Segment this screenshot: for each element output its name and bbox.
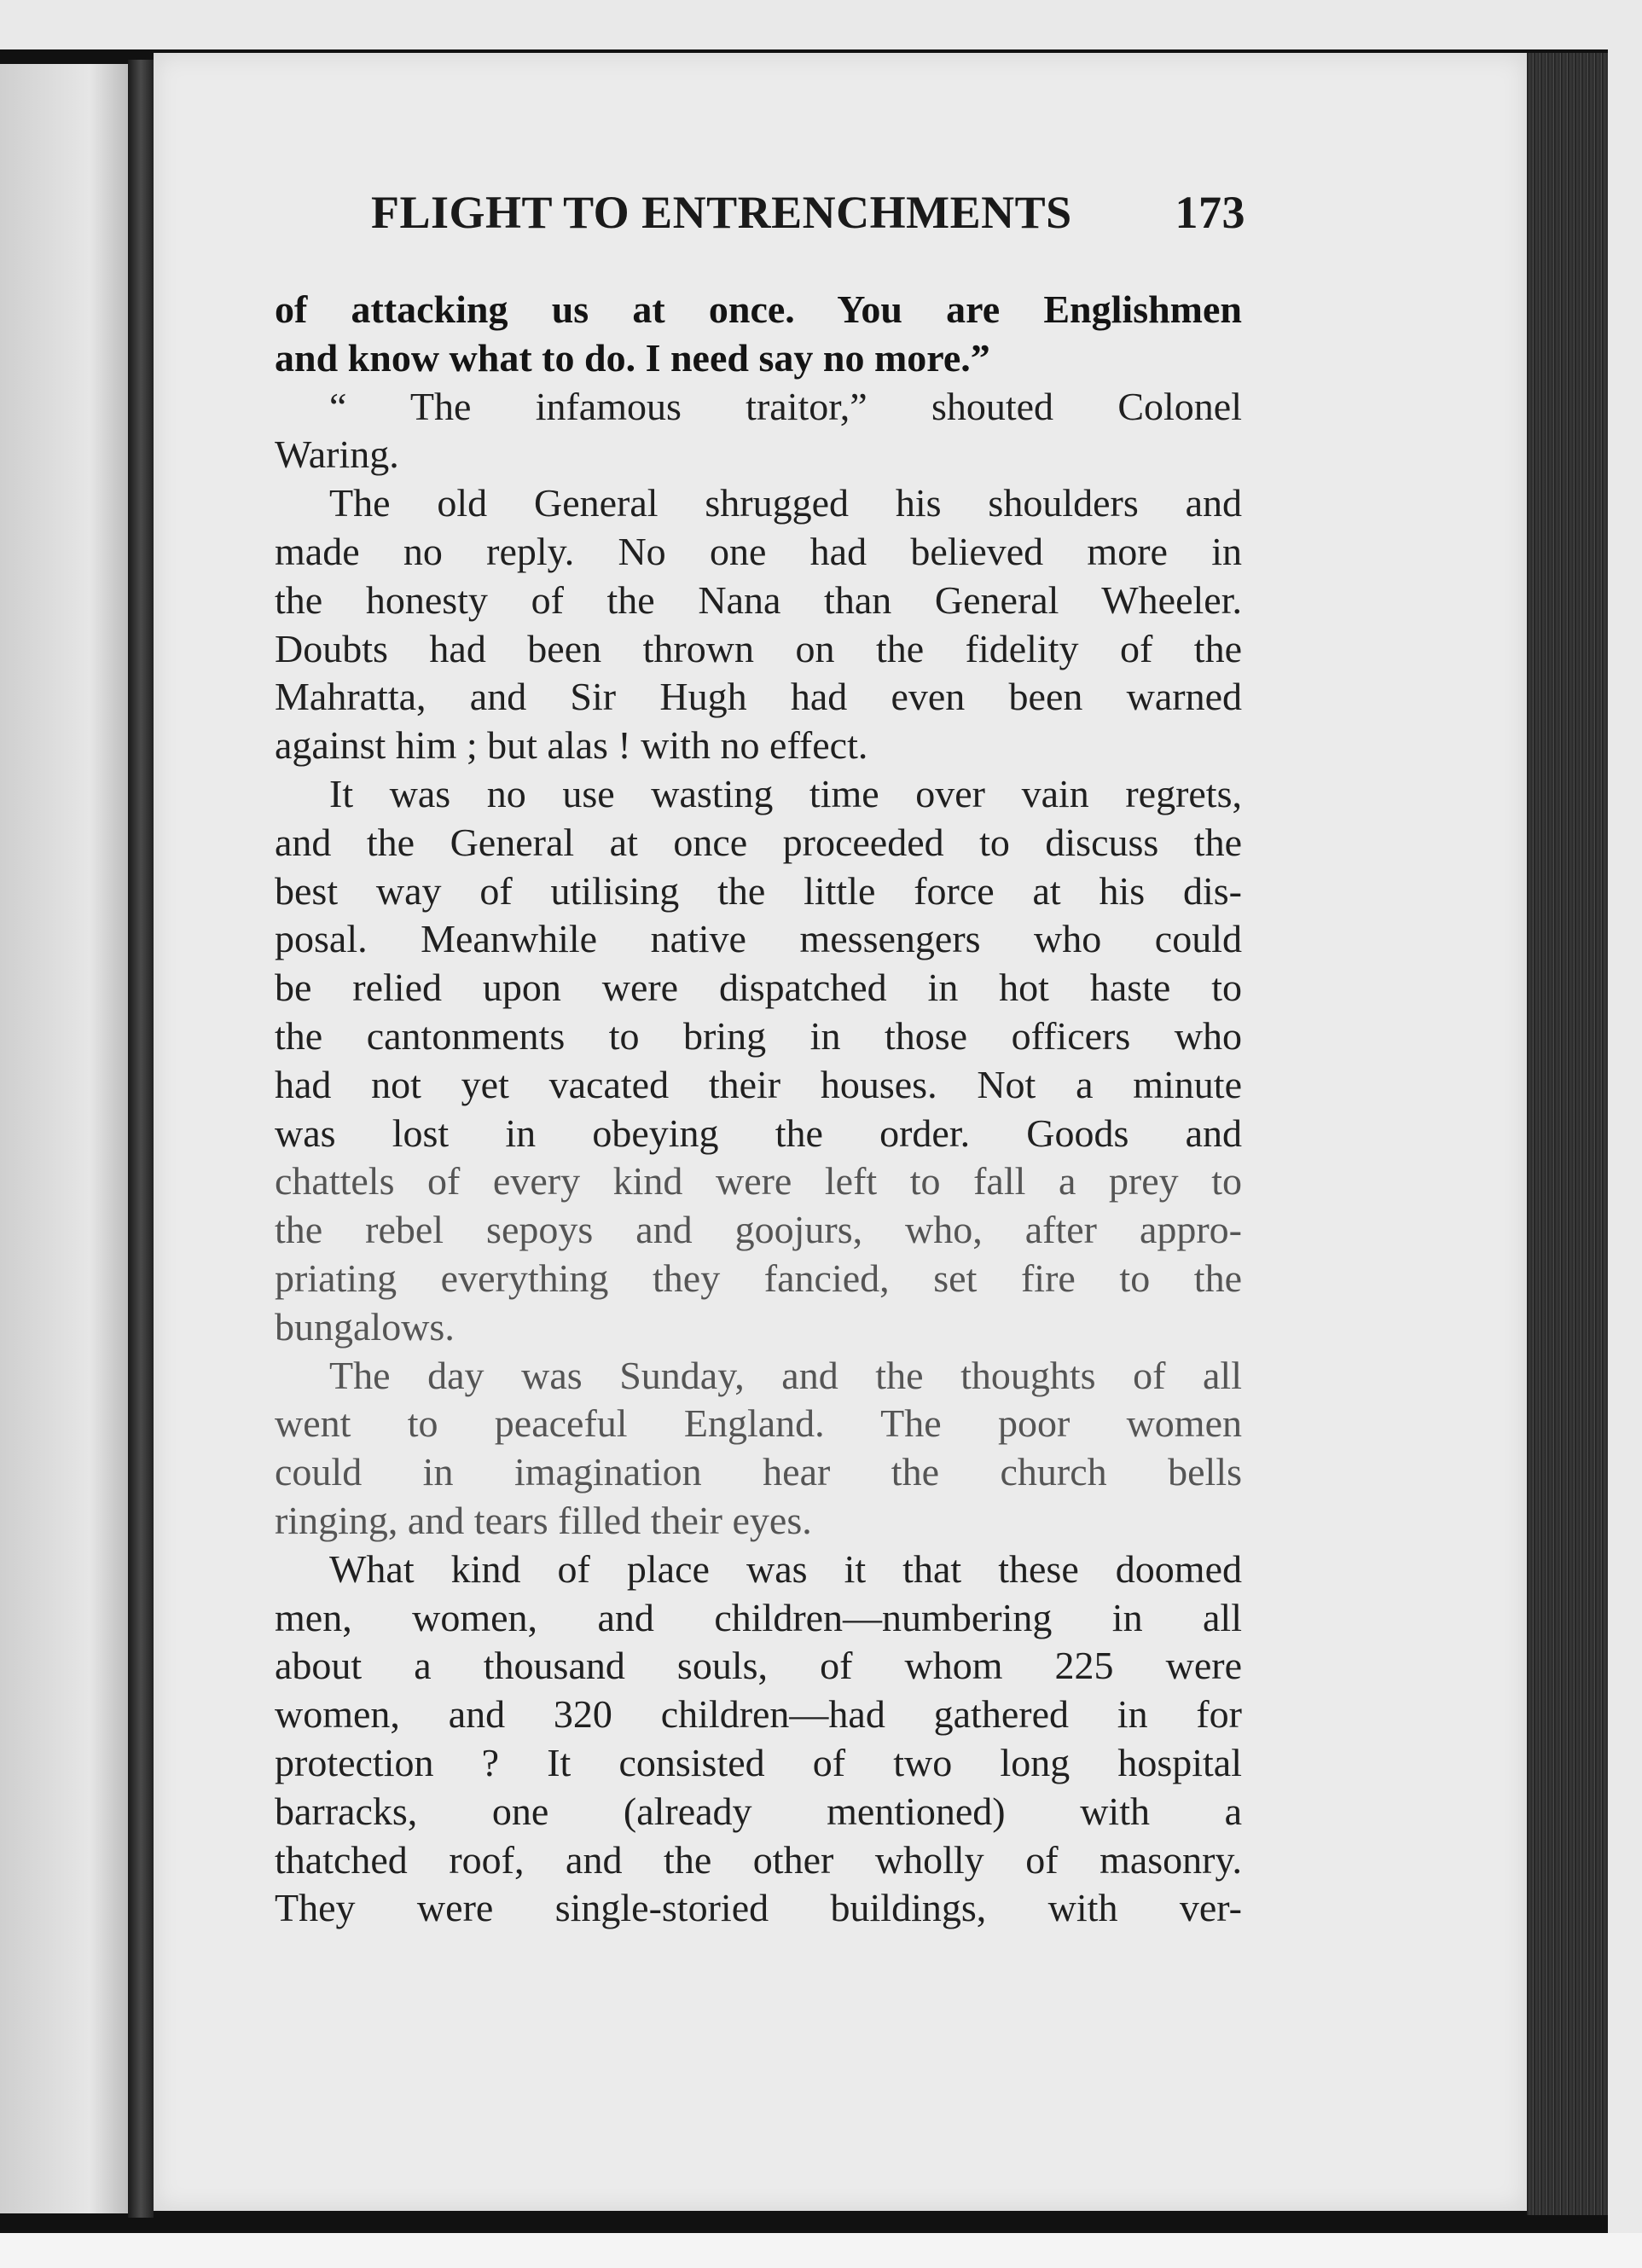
text-line: thatched roof, and the other wholly of masonry. — [275, 1837, 1242, 1882]
text-line: be relied upon were dispatched in hot haste to — [275, 966, 1242, 1010]
text-line: of attacking us at once. You are Englishmen — [275, 287, 1242, 331]
text-line: and know what to do. I need say no more.” — [275, 335, 990, 380]
text-line: What kind of place was it that these doomed — [329, 1546, 1242, 1591]
text-line: Waring. — [275, 432, 399, 477]
text-line: men, women, and children—numbering in all — [275, 1595, 1242, 1639]
text-line: bungalows. — [275, 1304, 455, 1349]
text-line: posal. Meanwhile native messengers who could — [275, 917, 1242, 961]
facing-page-edge — [0, 64, 128, 2213]
text-line: It was no use wasting time over vain regrets, — [329, 771, 1242, 815]
book-gutter — [128, 60, 154, 2218]
text-line: best way of utilising the little force at his dis- — [275, 868, 1242, 913]
text-line: They were single-storied buildings, with ver- — [275, 1886, 1242, 1930]
text-line: barracks, one (already mentioned) with a — [275, 1789, 1242, 1833]
text-line: and the General at once proceeded to discuss the — [275, 820, 1242, 864]
text-line: “ The infamous traitor,” shouted Colonel — [329, 384, 1242, 428]
text-line: The old General shrugged his shoulders and — [329, 481, 1242, 525]
text-line: priating everything they fancied, set fire to the — [275, 1256, 1242, 1300]
body-text — [275, 286, 1242, 1933]
text-line: women, and 320 children—had gathered in for — [275, 1692, 1242, 1737]
text-line: Mahratta, and Sir Hugh had even been warned — [275, 675, 1242, 719]
running-title: FLIGHT TO ENTRENCHMENTS — [371, 187, 1072, 238]
text-line: ringing, and tears filled their eyes. — [275, 1498, 812, 1542]
text-line: made no reply. No one had believed more in — [275, 529, 1242, 573]
text-line: the cantonments to bring in those officers who — [275, 1013, 1242, 1058]
running-head — [371, 186, 1245, 239]
text-line: The day was Sunday, and the thoughts of all — [329, 1353, 1242, 1397]
text-line: could in imagination hear the church bells — [275, 1450, 1242, 1494]
text-line: Doubts had been thrown on the fidelity of the — [275, 626, 1242, 670]
scan-bottom-margin — [0, 2233, 1642, 2268]
page-block-edge — [1527, 53, 1608, 2215]
text-line: went to peaceful England. The poor women — [275, 1401, 1242, 1446]
page-number: 173 — [1175, 187, 1245, 238]
text-line: was lost in obeying the order. Goods and — [275, 1111, 1242, 1155]
text-line: the honesty of the Nana than General Wheeler. — [275, 577, 1242, 622]
text-line: had not yet vacated their houses. Not a minute — [275, 1062, 1242, 1106]
text-line: about a thousand souls, of whom 225 were — [275, 1644, 1242, 1688]
text-line: the rebel sepoys and goojurs, who, after appro- — [275, 1208, 1242, 1252]
text-line: protection ? It consisted of two long hospital — [275, 1740, 1242, 1784]
text-line: against him ; but alas ! with no effect. — [275, 723, 868, 768]
text-line: chattels of every kind were left to fall a prey to — [275, 1159, 1242, 1204]
